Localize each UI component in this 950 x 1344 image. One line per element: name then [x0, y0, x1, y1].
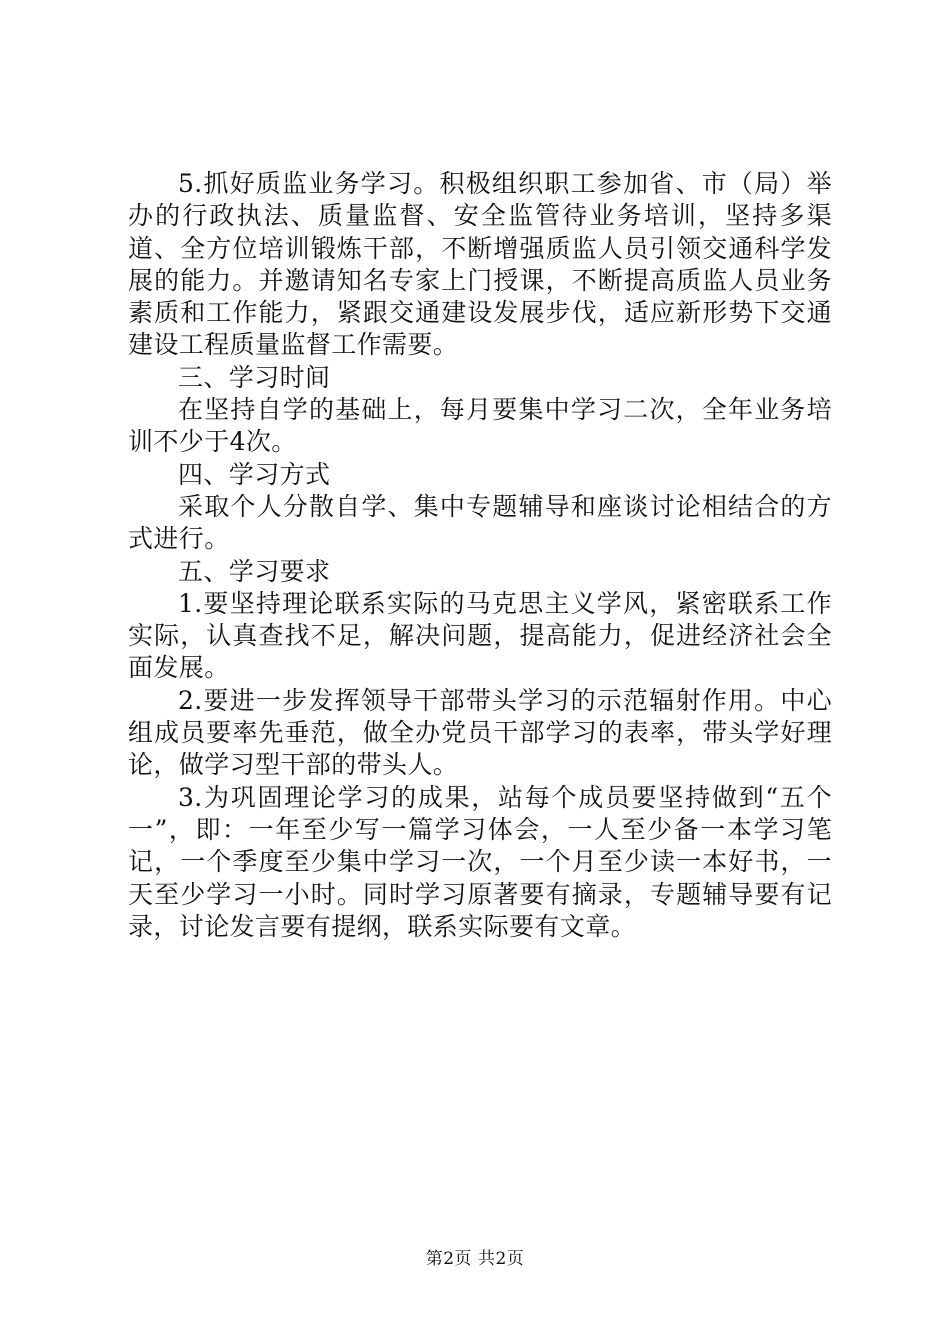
document-body — [128, 168, 832, 943]
heading-study-requirements: 五、学习要求 — [178, 556, 331, 586]
paragraph-requirement-1: 1.要坚持理论联系实际的马克思主义学风，紧密联系工作实际，认真查找不足，解决问题，提高能力，促进经济社会全面发展。 — [128, 588, 832, 683]
paragraph-requirement-2: 2.要进一步发挥领导干部带头学习的示范辐射作用。中心组成员要率先垂范，做全办党员干部学习的表率，带头学好理论，做学习型干部的带头人。 — [128, 685, 832, 780]
heading-study-time: 三、学习时间 — [178, 362, 331, 392]
paragraph-quality-supervision-study: 5.抓好质监业务学习。积极组织职工参加省、市（局）举办的行政执法、质量监督、安全监管待业务培训，坚持多渠道、全方位培训锻炼干部，不断增强质监人员引领交通科学发展的能力。并邀请知名专家上门授课，不断提高质监人员业务素质和工作能力，紧跟交通建设发展步伐，适应新形势下交通建设工程质量监督工作需要。 — [128, 169, 832, 360]
heading-study-method: 四、学习方式 — [178, 459, 331, 489]
paragraph-study-method: 采取个人分散自学、集中专题辅导和座谈讨论相结合的方式进行。 — [128, 491, 832, 554]
paragraph-study-time: 在坚持自学的基础上，每月要集中学习二次，全年业务培训不少于4次。 — [128, 395, 832, 457]
page-number-footer: 第2页 共2页 — [425, 1249, 525, 1269]
paragraph-requirement-3: 3.为巩固理论学习的成果，站每个成员要坚持做到“五个一”，即：一年至少写一篇学习体会，一人至少备一本学习笔记，一个季度至少集中学习一次，一个月至少读一本好书，一天至少学习一小时。同时学习原著要有摘录，专题辅导要有记录，讨论发言要有提纲，联系实际要有文章。 — [128, 782, 832, 941]
